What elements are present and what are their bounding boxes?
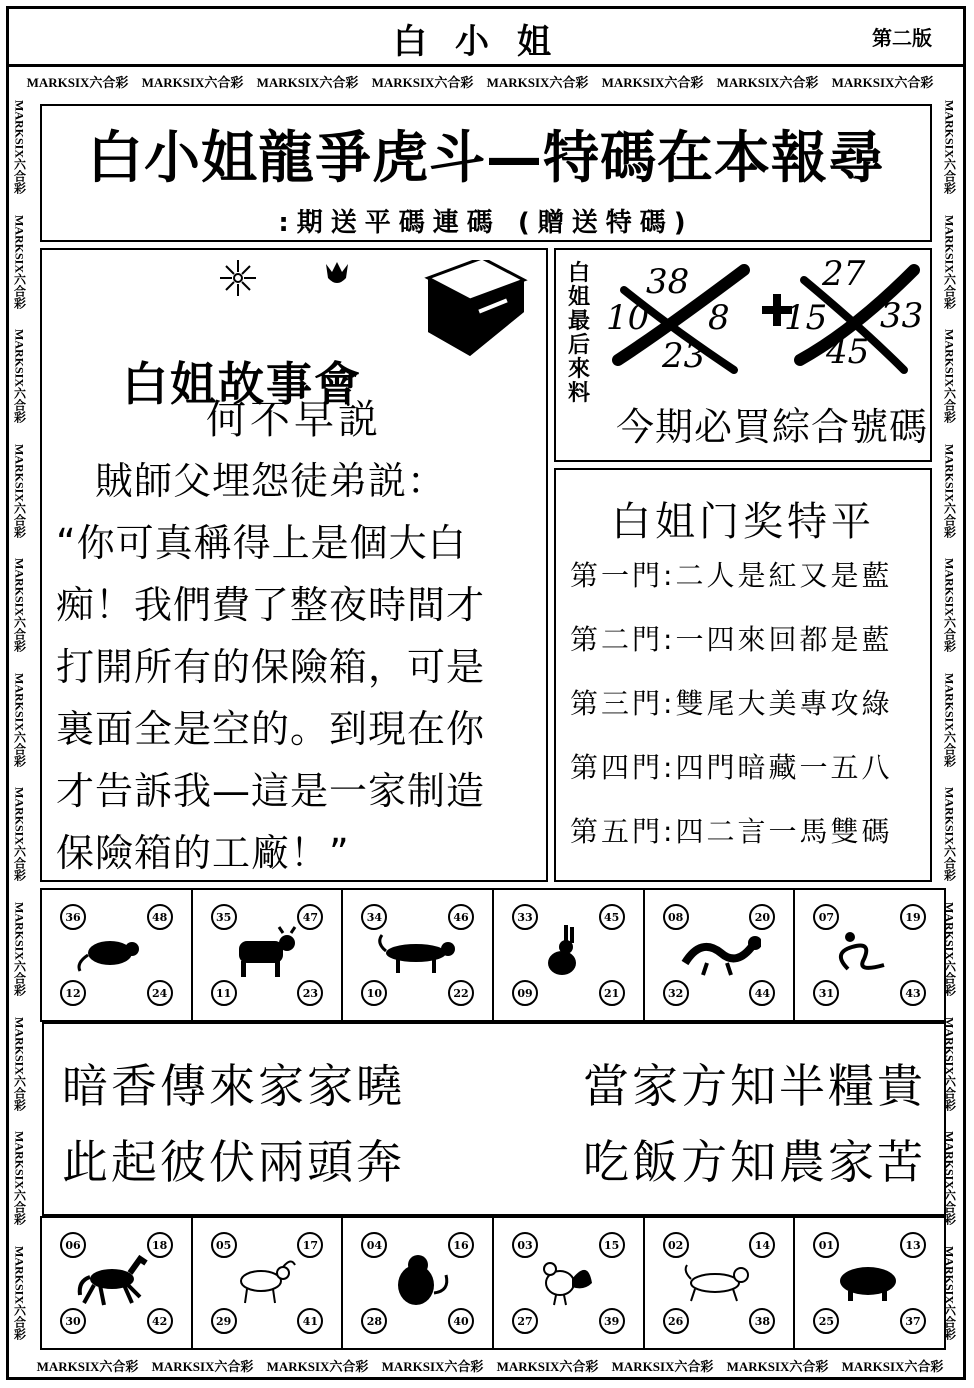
paper-title: 白小姐: [393, 22, 579, 62]
number-ball: 16: [448, 1232, 474, 1258]
watermark-text: MARKSIX六合彩: [942, 443, 957, 538]
number-ball: 36: [60, 904, 86, 930]
number-ball: 29: [211, 1308, 237, 1334]
zodiac-cell-goat: [191, 1216, 344, 1350]
story-line: 賊師父埋怨徒弟説：: [56, 459, 447, 503]
doors-box: [554, 468, 932, 882]
watermark-text: MARKSIX六合彩: [942, 558, 957, 653]
number-ball: 43: [900, 980, 926, 1006]
watermark-text: MARKSIX六合彩: [12, 787, 27, 882]
number-ball: 12: [60, 980, 86, 1006]
zodiac-row-top: [42, 888, 946, 1022]
dog-icon: [677, 1251, 761, 1315]
zodiac-cell-dog: [643, 1216, 796, 1350]
watermark-text: MARKSIX六合彩: [942, 1016, 957, 1111]
zodiac-cell-snake: [793, 888, 946, 1022]
watermark-text: MARKSIX六合彩: [942, 1131, 957, 1226]
zodiac-cell-pig: [793, 1216, 946, 1350]
number-ball: 02: [663, 1232, 689, 1258]
number-ball: 35: [211, 904, 237, 930]
zodiac-cell-horse: [40, 1216, 193, 1350]
number-ball: 33: [512, 904, 538, 930]
number-ball: 28: [361, 1308, 387, 1334]
number-ball: 18: [147, 1232, 173, 1258]
number: 27: [822, 254, 866, 294]
number-ball: 40: [448, 1308, 474, 1334]
number-ball: 27: [512, 1308, 538, 1334]
number-ball: 44: [749, 980, 775, 1006]
watermark-text: MARKSIX六合彩: [12, 672, 27, 767]
number: 38: [646, 262, 690, 302]
number-ball: 03: [512, 1232, 538, 1258]
door-row: 第五門:四二言一馬雙碼: [570, 815, 893, 848]
zodiac-cell-rat: [40, 888, 193, 1022]
number-ball: 06: [60, 1232, 86, 1258]
number-ball: 39: [599, 1308, 625, 1334]
story-line: 保險箱的工廠！”: [56, 831, 350, 875]
watermark-text: MARKSIX六合彩: [942, 329, 957, 424]
divider: [6, 64, 966, 67]
horse-icon: [74, 1251, 158, 1315]
poem-box: [42, 1022, 946, 1216]
story-body: [56, 450, 485, 884]
watermark-text: MARKSIX六合彩: [266, 1359, 369, 1374]
zodiac-cell-tiger: [341, 888, 494, 1022]
story-title: 白姐故事會: [122, 357, 362, 411]
number-ball: 45: [599, 904, 625, 930]
watermark-text: MARKSIX六合彩: [12, 214, 27, 309]
number-ball: 20: [749, 904, 775, 930]
number: 8: [708, 298, 730, 338]
story-line: 痴！我們費了整夜時間才: [56, 583, 486, 627]
watermark-text: MARKSIX六合彩: [942, 901, 957, 996]
watermark-text: MARKSIX六合彩: [26, 75, 129, 90]
zodiac-cell-monkey: [341, 1216, 494, 1350]
door-row: 第二門:一四來回都是藍: [570, 623, 893, 656]
door-row: 第四門:四門暗藏一五八: [570, 751, 893, 784]
watermark-text: MARKSIX六合彩: [12, 901, 27, 996]
watermark-text: MARKSIX六合彩: [486, 75, 589, 90]
number-ball: 10: [361, 980, 387, 1006]
poem-line: 暗香傳來家家曉: [62, 1059, 405, 1113]
number-ball: 30: [60, 1308, 86, 1334]
watermark-text: MARKSIX六合彩: [942, 787, 957, 882]
watermark-text: MARKSIX六合彩: [12, 329, 27, 424]
number-ball: 04: [361, 1232, 387, 1258]
must-buy-caption: 今期必買綜合號碼: [616, 405, 929, 449]
edition-label: 第二版: [872, 26, 932, 50]
zodiac-row-bottom: [42, 1216, 946, 1350]
watermark-text: MARKSIX六合彩: [611, 1359, 714, 1374]
watermark-text: MARKSIX六合彩: [496, 1359, 599, 1374]
story-subtitle: 何不早説: [206, 397, 382, 443]
watermark-text: MARKSIX六合彩: [831, 75, 934, 90]
watermark-text: MARKSIX六合彩: [942, 672, 957, 767]
story-box: [40, 248, 548, 882]
number-ball: 08: [663, 904, 689, 930]
number-ball: 07: [813, 904, 839, 930]
watermark-text: MARKSIX六合彩: [381, 1359, 484, 1374]
watermark-text: MARKSIX六合彩: [151, 1359, 254, 1374]
watermark-text: MARKSIX六合彩: [716, 75, 819, 90]
number-ball: 46: [448, 904, 474, 930]
watermark-text: MARKSIX六合彩: [942, 214, 957, 309]
zodiac-cell-rabbit: [492, 888, 645, 1022]
number-ball: 14: [749, 1232, 775, 1258]
ox-icon: [225, 923, 309, 987]
door-row: 第一門:二人是紅又是藍: [570, 559, 893, 592]
watermark-text: MARKSIX六合彩: [141, 75, 244, 90]
number-ball: 42: [147, 1308, 173, 1334]
watermark-text: MARKSIX六合彩: [942, 100, 957, 195]
watermark-text: MARKSIX六合彩: [841, 1359, 944, 1374]
zodiac-cell-rooster: [492, 1216, 645, 1350]
tulip-icon: [322, 260, 352, 290]
rabbit-icon: [526, 923, 610, 987]
zodiac-cell-dragon: [643, 888, 796, 1022]
doors-title: 白姐门奖特平: [611, 499, 875, 545]
number-ball: 37: [900, 1308, 926, 1334]
watermark-strip-top: [20, 72, 940, 91]
watermark-text: MARKSIX六合彩: [12, 1131, 27, 1226]
headline: 白小姐龍爭虎斗—特碼在本報尋: [87, 126, 885, 191]
monkey-icon: [376, 1251, 460, 1315]
headline-box: [40, 104, 932, 242]
watermark-strip-left: [10, 90, 30, 1350]
number-ball: 21: [599, 980, 625, 1006]
poem-line: 當家方知半糧貴: [583, 1059, 926, 1113]
story-line: 打開所有的保險箱，可是: [56, 645, 486, 689]
number: 45: [826, 332, 870, 372]
dragon-icon: [677, 923, 761, 987]
final-material-box: [554, 248, 932, 462]
number-ball: 41: [297, 1308, 323, 1334]
flower-icon: [218, 258, 258, 298]
tiger-icon: [376, 923, 460, 987]
final-material-label: 白姐最后來料: [568, 261, 591, 406]
watermark-text: MARKSIX六合彩: [256, 75, 359, 90]
poem-line: 此起彼伏兩頭奔: [62, 1135, 405, 1189]
watermark-text: MARKSIX六合彩: [12, 443, 27, 538]
watermark-text: MARKSIX六合彩: [601, 75, 704, 90]
masthead: [6, 10, 966, 62]
number-ball: 05: [211, 1232, 237, 1258]
poem-line: 吃飯方知農家苦: [583, 1135, 926, 1189]
rat-icon: [74, 923, 158, 987]
number: 15: [784, 298, 828, 338]
watermark-text: MARKSIX六合彩: [371, 75, 474, 90]
watermark-text: MARKSIX六合彩: [12, 558, 27, 653]
door-row: 第三門:雙尾大美專攻綠: [570, 687, 893, 720]
watermark-text: MARKSIX六合彩: [12, 1016, 27, 1111]
watermark-text: MARKSIX六合彩: [12, 100, 27, 195]
number-ball: 31: [813, 980, 839, 1006]
number-ball: 19: [900, 904, 926, 930]
number: 23: [662, 336, 706, 376]
pig-icon: [828, 1251, 912, 1315]
number-ball: 22: [448, 980, 474, 1006]
number-ball: 25: [813, 1308, 839, 1334]
watermark-text: MARKSIX六合彩: [726, 1359, 829, 1374]
watermark-strip-bottom: [30, 1356, 950, 1375]
number-ball: 09: [512, 980, 538, 1006]
story-line: 才告訴我—這是一家制造: [56, 769, 486, 813]
number-ball: 13: [900, 1232, 926, 1258]
rooster-icon: [526, 1251, 610, 1315]
watermark-text: MARKSIX六合彩: [942, 1245, 957, 1340]
watermark-text: MARKSIX六合彩: [12, 1245, 27, 1340]
goat-icon: [225, 1251, 309, 1315]
story-line: “你可真稱得上是個大白: [56, 521, 467, 565]
number-ball: 34: [361, 904, 387, 930]
story-line: 裏面全是空的。到現在你: [56, 707, 486, 751]
number-ball: 24: [147, 980, 173, 1006]
snake-icon: [828, 923, 912, 987]
number-ball: 48: [147, 904, 173, 930]
subline: :期送平碼連碼 (贈送特碼): [278, 208, 694, 238]
book-icon: [418, 260, 530, 360]
number-ball: 47: [297, 904, 323, 930]
number: 33: [880, 296, 924, 336]
zodiac-cell-ox: [191, 888, 344, 1022]
number-ball: 15: [599, 1232, 625, 1258]
number-ball: 32: [663, 980, 689, 1006]
number-ball: 23: [297, 980, 323, 1006]
watermark-text: MARKSIX六合彩: [36, 1359, 139, 1374]
number: 10: [606, 298, 650, 338]
number-ball: 01: [813, 1232, 839, 1258]
number-ball: 11: [211, 980, 237, 1006]
number-ball: 38: [749, 1308, 775, 1334]
number-ball: 17: [297, 1232, 323, 1258]
number-ball: 26: [663, 1308, 689, 1334]
